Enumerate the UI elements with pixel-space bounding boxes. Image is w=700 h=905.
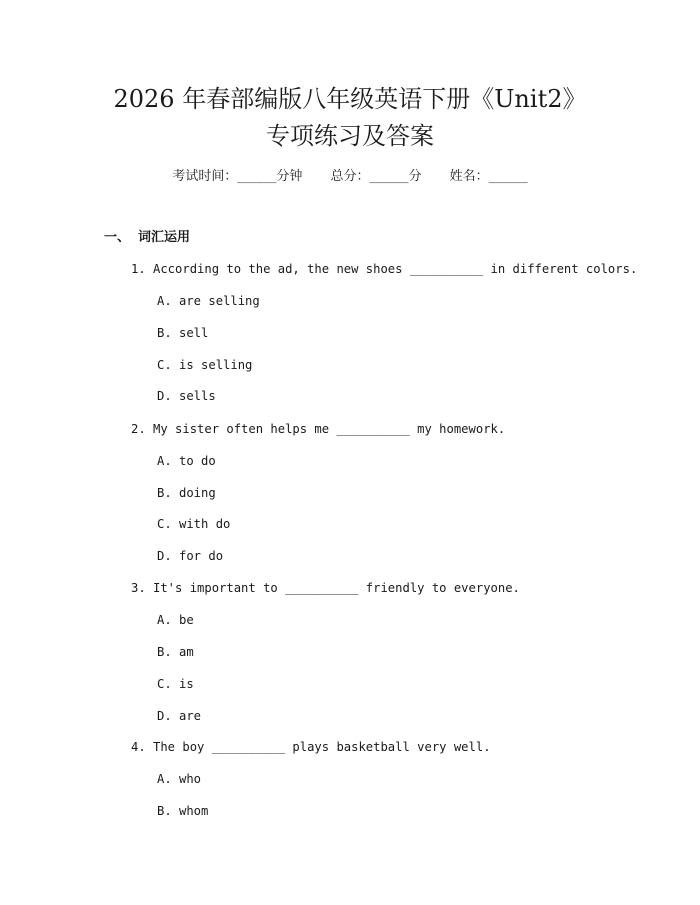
section-heading <box>104 229 190 247</box>
question-4-option-b: B. whom <box>157 804 209 818</box>
question-3: 3. It's important to __________ friendly to everyone. <box>131 581 520 595</box>
question-1-option-a: A. are selling <box>157 294 260 308</box>
question-2-option-b: B. doing <box>157 486 216 500</box>
question-1-option-d: D. sells <box>157 389 216 403</box>
question-2-option-a: A. to do <box>157 454 216 468</box>
question-2: 2. My sister often helps me __________ my homework. <box>131 422 506 436</box>
section-number: 一、 <box>104 230 131 245</box>
question-4: 4. The boy __________ plays basketball very well. <box>131 740 491 754</box>
question-1-option-c: C. is selling <box>157 358 253 372</box>
question-1: 1. According to the ad, the new shoes __________ in different colors. <box>131 262 638 276</box>
document-title-line-1: 2026 年春部编版八年级英语下册《Unit2》 <box>113 85 587 113</box>
exam-time-field: 考试时间：______分钟 <box>172 169 303 184</box>
exam-info-row <box>0 168 700 186</box>
question-3-option-c: C. is <box>157 677 194 691</box>
question-3-option-d: D. are <box>157 709 202 723</box>
question-2-option-d: D. for do <box>157 549 224 563</box>
question-3-option-b: B. am <box>157 645 194 659</box>
total-score-field: 总分：______分 <box>330 169 422 184</box>
document-title-line-2: 专项练习及答案 <box>266 122 434 150</box>
question-3-option-a: A. be <box>157 613 194 627</box>
question-4-option-a: A. who <box>157 772 202 786</box>
student-name-field: 姓名：______ <box>449 169 528 184</box>
question-2-option-c: C. with do <box>157 517 231 531</box>
question-1-option-b: B. sell <box>157 326 209 340</box>
section-title: 词汇运用 <box>138 230 191 245</box>
